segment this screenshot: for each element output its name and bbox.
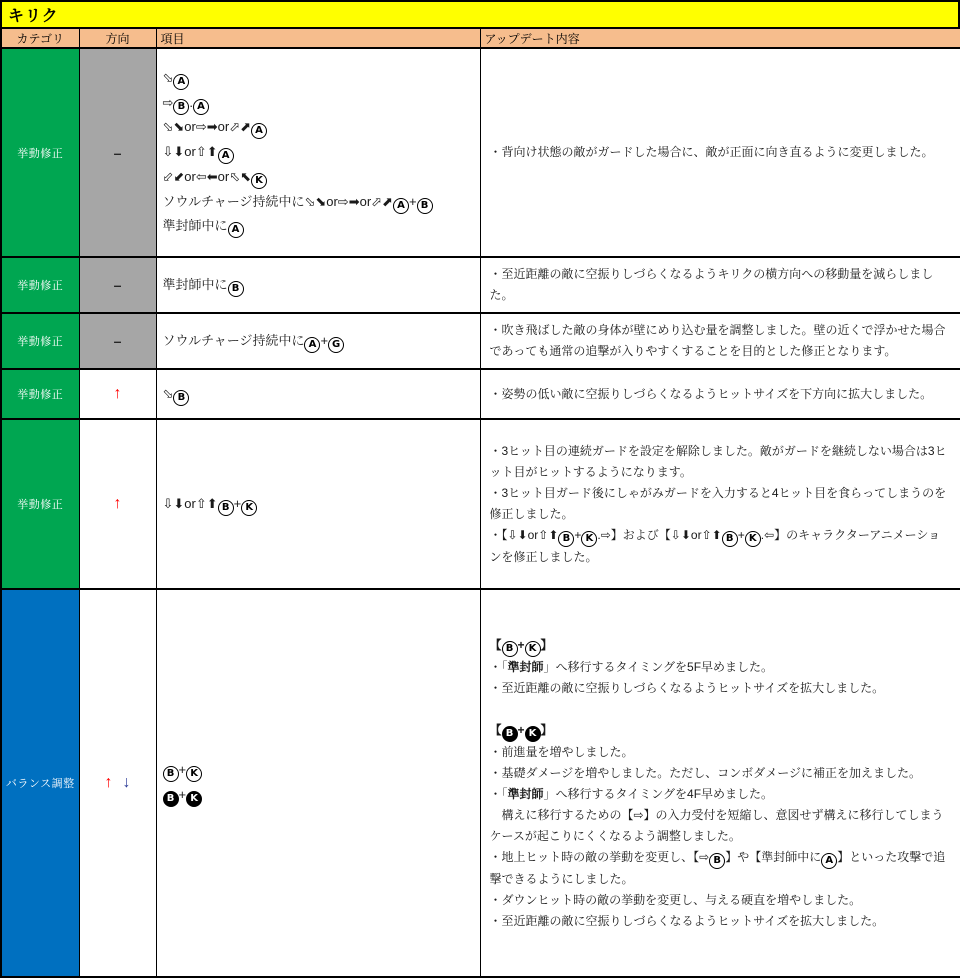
direction-cell: – — [79, 48, 156, 257]
category-cell: 挙動修正 — [1, 369, 79, 419]
move-input-cell: B + K B + K — [156, 589, 480, 977]
button-A-icon: A — [304, 337, 320, 353]
move-input-cell: ソウルチャージ持続中に A + G — [156, 313, 480, 369]
button-B-icon: B — [502, 641, 518, 657]
button-B-icon: B — [417, 198, 433, 214]
button-K-icon: K — [186, 766, 202, 782]
button-K-icon: K — [525, 641, 541, 657]
button-B-icon: B — [228, 281, 244, 297]
category-cell: バランス調整 — [1, 589, 79, 977]
move-input-cell: ⇩⬇or⇧⬆ B + K — [156, 419, 480, 589]
button-A-icon: A — [173, 74, 189, 90]
table-row — [1, 48, 960, 257]
move-input-cell: ⬂ B — [156, 369, 480, 419]
button-K-filled-icon: K — [525, 726, 541, 742]
button-B-icon: B — [722, 531, 738, 547]
category-cell: 挙動修正 — [1, 257, 79, 313]
header-category: カテゴリ — [1, 28, 79, 48]
update-content-cell: 【 B + K 】 ・「準封師」へ移行するタイミングを5F早めました。 ・至近距離の敵に空振りしづらくなるようヒットサイズを拡大しました。 【 B + K 】 ・前進量を増やしました。 ・基礎ダメージを増やしました。ただし、コンボダメージに補正を加えました。 ・「準封師」へ移行するタイミングを4F早めました。 構えに移行するための【⇨】の入力受付を短縮し、意図せず構えに移行してしまうケースが起こりにくくなるよう調整しました。 ・地上ヒット時の敵の挙動を変更し、【⇨ B 】や【準封師中に A 】といった攻撃で追撃できるようにしました。 ・ダウンヒット時の敵の挙動を変更し、与える硬直を増やしました。 ・至近距離の敵に空振りしづらくなるようヒットサイズを拡大しました。 — [480, 589, 960, 977]
header-direction: 方向 — [79, 28, 156, 48]
button-A-icon: A — [228, 222, 244, 238]
table-row — [1, 419, 960, 589]
category-cell: 挙動修正 — [1, 419, 79, 589]
button-K-icon: K — [241, 500, 257, 516]
button-A-icon: A — [193, 99, 209, 115]
button-G-icon: G — [328, 337, 344, 353]
character-name: キリク — [8, 8, 59, 25]
button-K-icon: K — [745, 531, 761, 547]
patch-notes-table — [0, 27, 960, 978]
category-cell: 挙動修正 — [1, 48, 79, 257]
button-A-icon: A — [393, 198, 409, 214]
direction-cell: – — [79, 313, 156, 369]
direction-cell — [79, 589, 156, 977]
button-K-filled-icon: K — [186, 791, 202, 807]
button-B-icon: B — [709, 853, 725, 869]
button-B-icon: B — [173, 99, 189, 115]
table-row — [1, 589, 960, 977]
update-content-cell: ・3ヒット目の連続ガードを設定を解除しました。敵がガードを継続しない場合は3ヒット目がヒットするようになります。 ・3ヒット目ガード後にしゃがみガードを入力すると4ヒット目を食らってしまうのを修正しました。 ・【⇩⬇or⇧⬆ B + K .⇨】および【⇩⬇or⇧⬆ B + K .⇦】のキャラクターアニメーションを修正しました。 — [480, 419, 960, 589]
buff-arrow-icon: ↑ — [113, 495, 122, 512]
button-B-icon: B — [558, 531, 574, 547]
table-row — [1, 313, 960, 369]
direction-cell: – — [79, 257, 156, 313]
button-B-filled-icon: B — [163, 791, 179, 807]
button-K-icon: K — [251, 173, 267, 189]
button-B-icon: B — [163, 766, 179, 782]
table-row — [1, 257, 960, 313]
table-row — [1, 369, 960, 419]
update-content-cell: ・至近距離の敵に空振りしづらくなるようキリクの横方向への移動量を減らしました。 — [480, 257, 960, 313]
nerf-arrow-icon: ↓ — [122, 774, 131, 791]
direction-cell — [79, 419, 156, 589]
button-B-icon: B — [218, 500, 234, 516]
update-content-cell: ・姿勢の低い敵に空振りしづらくなるようヒットサイズを下方向に拡大しました。 — [480, 369, 960, 419]
buff-arrow-icon: ↑ — [113, 385, 122, 402]
buff-arrow-icon: ↑ — [104, 774, 113, 791]
category-cell: 挙動修正 — [1, 313, 79, 369]
header-update-content: アップデート内容 — [480, 28, 960, 48]
update-content-cell: ・背向け状態の敵がガードした場合に、敵が正面に向き直るように変更しました。 — [480, 48, 960, 257]
move-input-cell: 準封師中に B — [156, 257, 480, 313]
direction-cell — [79, 369, 156, 419]
button-A-icon: A — [218, 148, 234, 164]
button-K-icon: K — [581, 531, 597, 547]
header-item: 項目 — [156, 28, 480, 48]
button-B-icon: B — [173, 390, 189, 406]
table-header-row — [1, 28, 960, 48]
button-A-icon: A — [821, 853, 837, 869]
button-A-icon: A — [251, 123, 267, 139]
button-B-filled-icon: B — [502, 726, 518, 742]
move-input-cell: ⬂ A ⇨ B . A ⬂⬊or⇨➡or⬀⬈ A ⇩⬇or⇧⬆ A ⬃⬋or⇦⬅or⬁⬉ K ソウルチャージ持続中に⬂⬊or⇨➡or⬀⬈ A + B 準封師中に A — [156, 48, 480, 257]
character-title-bar — [0, 0, 960, 27]
update-content-cell: ・吹き飛ばした敵の身体が壁にめり込む量を調整しました。壁の近くで浮かせた場合であっても通常の追撃が入りやすくすることを目的とした修正となります。 — [480, 313, 960, 369]
